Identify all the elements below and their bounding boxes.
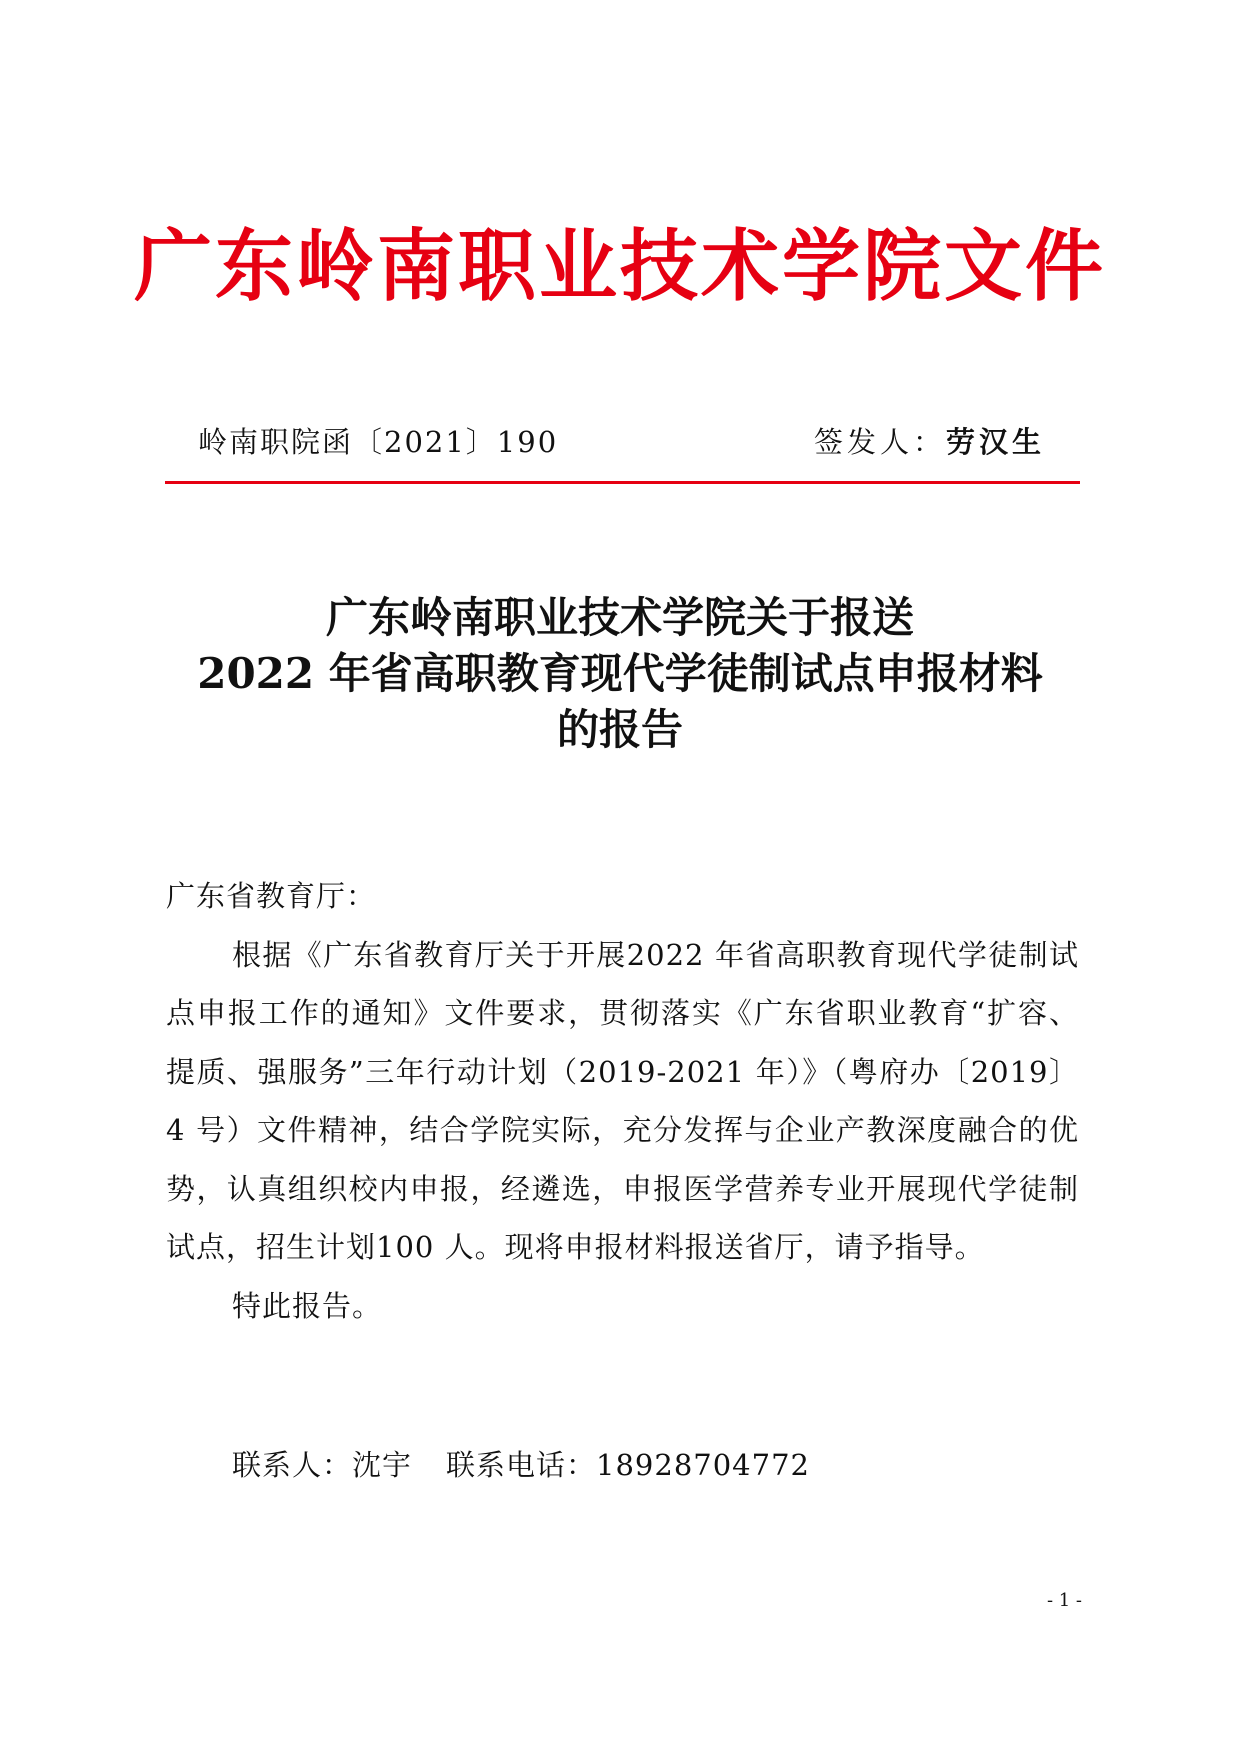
- contact-info: [232, 1448, 810, 1482]
- signer-label: 签发人：: [813, 425, 946, 459]
- signer-block: [813, 425, 1045, 459]
- page-number: - 1 -: [1046, 1590, 1082, 1611]
- contact-phone: 联系电话：18928704772: [446, 1448, 810, 1482]
- contact-person: 联系人：沈宇: [232, 1448, 413, 1482]
- body-paragraph: 根据《广东省教育厅关于开展2022 年省高职教育现代学徒制试点申报工作的通知》文件要求，贯彻落实《广东省职业教育“扩容、提质、强服务”三年行动计划（2019-2021 年）》（粤府办〔2019〕4 号）文件精神，结合学院实际，充分发挥与企业产教深度融合的优势，认真组织校内申报，经遴选，申报医学营养专业开展现代学徒制试点，招生计划100 人。现将申报材料报送省厅，请予指导。: [166, 937, 1079, 1264]
- document-title-line-1: 广东岭南职业技术学院关于报送: [325, 593, 914, 642]
- document-number: 岭南职院函〔2021〕190: [198, 425, 559, 459]
- document-title: [0, 590, 1240, 758]
- closing-line: 特此报告。: [232, 1288, 383, 1323]
- signer-name: 劳汉生: [945, 425, 1045, 459]
- addressee: 广东省教育厅：: [166, 879, 377, 913]
- document-title-line-3: 的报告: [556, 705, 683, 754]
- header-divider: [165, 481, 1080, 484]
- document-body: [166, 867, 1079, 1335]
- issuer-header-title: 广东岭南职业技术学院文件: [133, 221, 1106, 312]
- document-title-line-2: 2022 年省高职教育现代学徒制试点申报材料: [197, 649, 1043, 698]
